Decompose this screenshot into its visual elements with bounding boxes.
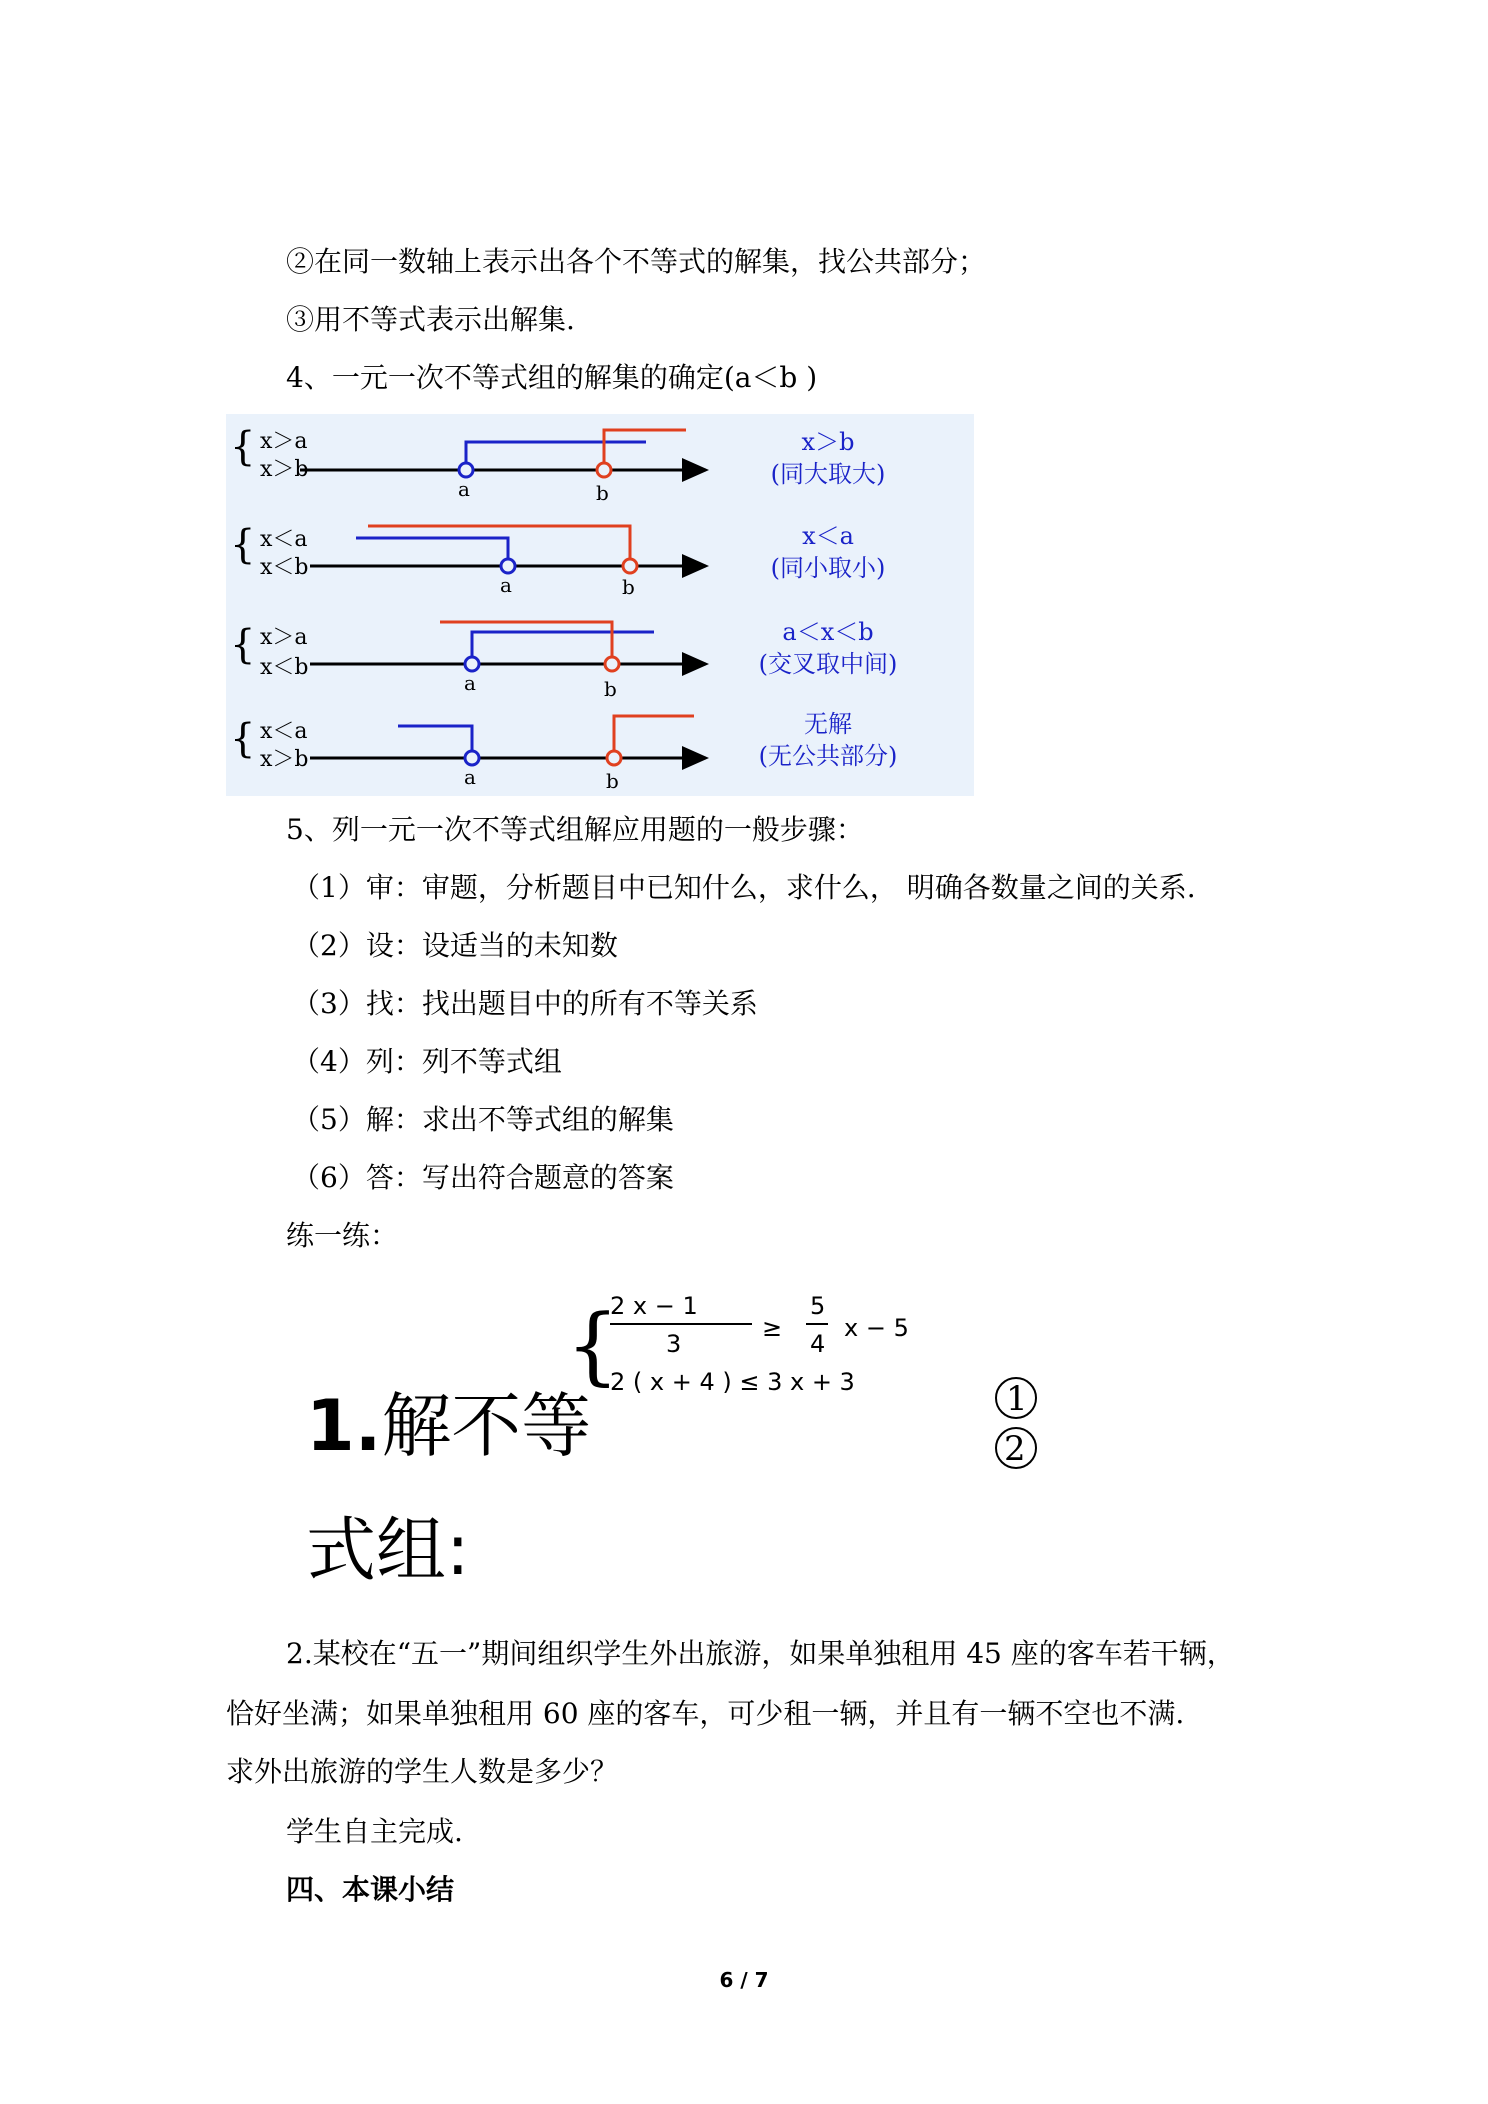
step-item-2: （2）设：设适当的未知数 [292, 929, 618, 962]
question-1-line-1 [306, 1386, 591, 1466]
figure-row-2 [230, 522, 885, 599]
brace-2: { [230, 522, 256, 568]
row3-ray-b [440, 622, 612, 664]
row3-point-a [465, 657, 479, 671]
question-2-note: 学生自主完成. [286, 1815, 463, 1848]
page-number: 6 / 7 [719, 1968, 769, 1992]
system-rhs-rest: x − 5 [844, 1314, 909, 1342]
system-rhs-den: 4 [810, 1330, 826, 1358]
row3-point-b [605, 657, 619, 671]
step-3: ③用不等式表示出解集. [286, 303, 575, 336]
heading-4: 4、一元一次不等式组的解集的确定(a＜b ) [286, 361, 818, 394]
row4-label-b: b [606, 769, 619, 793]
row1-point-b [597, 463, 611, 477]
system-frac-den: 3 [666, 1330, 682, 1358]
row1-ineq2: x＞b [260, 457, 309, 482]
brace-3: { [230, 622, 256, 668]
step-item-3: （3）找：找出题目中的所有不等关系 [292, 987, 758, 1020]
row3-rule: (交叉取中间) [758, 650, 898, 678]
row4-ineq1: x＜a [260, 719, 308, 744]
system-rhs-num: 5 [810, 1292, 826, 1320]
row4-point-a [465, 751, 479, 765]
row1-label-a: a [458, 477, 470, 501]
question-1-text-1: 解不等 [381, 1385, 592, 1467]
row2-ray-a [356, 538, 508, 566]
row3-result: a＜x＜b [782, 618, 874, 646]
question-2-line-3: 求外出旅游的学生人数是多少？ [226, 1755, 619, 1788]
row2-point-b [623, 559, 637, 573]
row2-label-b: b [622, 575, 635, 599]
row4-point-b [607, 751, 621, 765]
row2-label-a: a [500, 573, 512, 597]
row2-point-a [501, 559, 515, 573]
question-1-number: 1. [306, 1385, 382, 1467]
row1-rule: (同大取大) [770, 460, 886, 488]
row3-ray-a [472, 632, 654, 664]
figure-row-3 [230, 618, 897, 701]
row1-ineq1: x＞a [260, 429, 308, 454]
row2-result: x＜a [802, 522, 854, 550]
row1-label-b: b [596, 481, 609, 505]
row1-point-a [459, 463, 473, 477]
solution-set-figure [226, 414, 974, 796]
system-geq: ≥ [762, 1314, 783, 1342]
row4-ray-b [614, 716, 694, 758]
system-mark-2: 2 [1004, 1429, 1026, 1469]
row3-ineq2: x＜b [260, 655, 309, 680]
row2-rule: (同小取小) [770, 554, 886, 582]
figure-row-4 [230, 710, 897, 793]
question-1-line-2: 式组: [306, 1509, 470, 1591]
system-line-2: 2 ( x + 4 ) ≤ 3 x + 3 [610, 1368, 855, 1396]
section-5-heading: 5、列一元一次不等式组解应用题的一般步骤： [286, 813, 864, 846]
question-2-line-1: 2.某校在“五一”期间组织学生外出旅游，如果单独租用 45 座的客车若干辆， [286, 1637, 1235, 1670]
row3-label-b: b [604, 677, 617, 701]
step-item-4: （4）列：列不等式组 [292, 1045, 562, 1078]
row2-ineq1: x＜a [260, 527, 308, 552]
row4-ray-a [398, 726, 472, 758]
row4-result: 无解 [804, 710, 852, 738]
brace-4: { [230, 716, 256, 762]
figure-row-1 [230, 424, 885, 505]
row4-rule: (无公共部分) [758, 742, 898, 770]
system-mark-1: 1 [1006, 1379, 1028, 1419]
row1-ray-a [466, 442, 646, 470]
row3-label-a: a [464, 671, 476, 695]
row3-ineq1: x＞a [260, 625, 308, 650]
row1-result: x＞b [801, 428, 855, 456]
inequality-system [566, 1288, 1046, 1498]
question-2-line-2: 恰好坐满；如果单独租用 60 座的客车，可少租一辆，并且有一辆不空也不满. [226, 1697, 1185, 1730]
step-item-5: （5）解：求出不等式组的解集 [292, 1103, 674, 1136]
section-4-title: 四、本课小结 [286, 1873, 455, 1906]
system-frac-num: 2 x − 1 [610, 1292, 698, 1320]
step-2: ②在同一数轴上表示出各个不等式的解集，找公共部分； [286, 245, 987, 278]
row1-ray-b [604, 430, 686, 470]
row2-ray-b [368, 526, 630, 566]
brace-1: { [230, 424, 256, 470]
row2-ineq2: x＜b [260, 555, 309, 580]
practice-label: 练一练： [286, 1219, 399, 1252]
row4-ineq2: x＞b [260, 747, 309, 772]
step-item-1: （1）审：审题，分析题目中已知什么，求什么， 明确各数量之间的关系. [292, 871, 1196, 904]
system-brace: { [566, 1296, 620, 1394]
row4-label-a: a [464, 765, 476, 789]
step-item-6: （6）答：写出符合题意的答案 [292, 1161, 674, 1194]
